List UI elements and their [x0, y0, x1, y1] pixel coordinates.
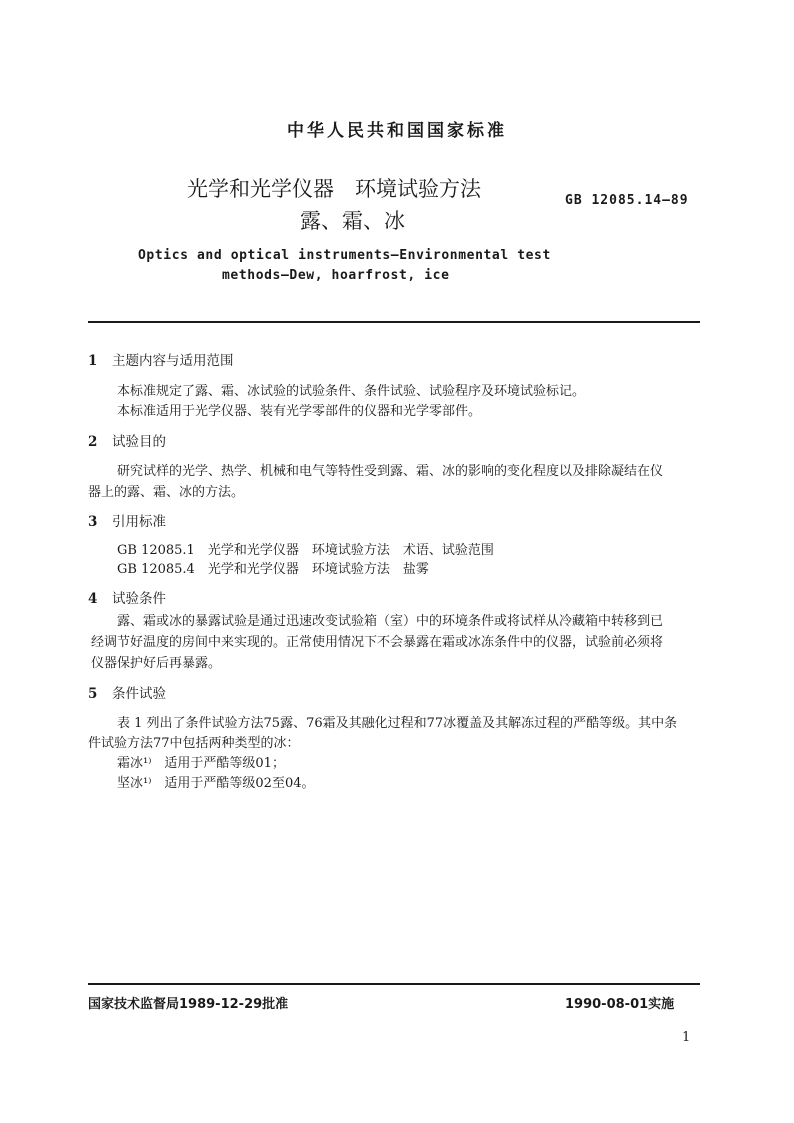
ice-type-glaze: 坚冰¹⁾ 适用于严酷等级02至04。 — [117, 776, 315, 791]
title-cn-line1: 光学和光学仪器 环境试验方法 — [187, 177, 481, 201]
section-4-heading — [88, 587, 166, 607]
title-en-line1: Optics and optical instruments—Environmental test — [138, 248, 551, 263]
section-4-line3: 仪器保护好后再暴露。 — [91, 656, 222, 671]
approval-date: 国家技术监督局1989-12-29批准 — [88, 997, 289, 1012]
section-4-line1: 露、霜或冰的暴露试验是通过迅速改变试验箱（室）中的环境条件或将试样从冷藏箱中转移到已 — [117, 614, 664, 629]
section-5-title: 条件试验 — [112, 686, 166, 702]
section-2-paragraph-line1: 研究试样的光学、热学、机械和电气等特性受到露、霜、冰的影响的变化程度以及排除凝结在仪 — [117, 464, 664, 479]
section-5-number: 5 — [88, 686, 98, 702]
section-4-line2: 经调节好温度的房间中来实现的。正常使用情况下不会暴露在霜或冰冻条件中的仪器，试验前必须将 — [91, 635, 664, 650]
section-2-paragraph-line2: 器上的露、霜、冰的方法。 — [88, 485, 245, 500]
ice-type-rime: 霜冰¹⁾ 适用于严酷等级01； — [117, 756, 285, 771]
section-2-title: 试验目的 — [112, 434, 166, 450]
section-5-heading — [88, 682, 166, 702]
reference-gb-12085-4: GB 12085.4 光学和光学仪器 环境试验方法 盐雾 — [117, 562, 429, 577]
section-4-number: 4 — [88, 591, 98, 607]
reference-gb-12085-1: GB 12085.1 光学和光学仪器 环境试验方法 术语、试验范围 — [117, 543, 494, 558]
section-5-line2: 件试验方法77中包括两种类型的冰： — [88, 736, 300, 751]
section-3-heading — [88, 510, 166, 530]
title-en-line2: methods—Dew, hoarfrost, ice — [222, 268, 450, 283]
section-1-heading — [88, 349, 234, 369]
national-standard-header: 中华人民共和国国家标准 — [287, 121, 507, 141]
section-3-number: 3 — [88, 514, 98, 530]
section-3-title: 引用标准 — [112, 514, 166, 530]
section-2-heading — [88, 430, 166, 450]
section-2-number: 2 — [88, 434, 98, 450]
page-number: 1 — [682, 1030, 691, 1045]
footer-divider — [88, 983, 700, 985]
header-divider — [88, 321, 700, 323]
section-1-number: 1 — [88, 353, 98, 369]
section-1-title: 主题内容与适用范围 — [112, 353, 234, 369]
section-1-paragraph-1: 本标准规定了露、霜、冰试验的试验条件、条件试验、试验程序及环境试验标记。 — [117, 384, 586, 399]
standard-number: GB 12085.14—89 — [565, 193, 689, 208]
title-cn-line2: 露、霜、冰 — [300, 209, 405, 233]
implementation-date: 1990-08-01实施 — [565, 997, 675, 1012]
section-1-paragraph-2: 本标准适用于光学仪器、装有光学零部件的仪器和光学零部件。 — [117, 404, 482, 419]
section-5-line1: 表 1 列出了条件试验方法75露、76霜及其融化过程和77冰覆盖及其解冻过程的严酷等级。其中条 — [117, 716, 678, 731]
section-4-title: 试验条件 — [112, 591, 166, 607]
